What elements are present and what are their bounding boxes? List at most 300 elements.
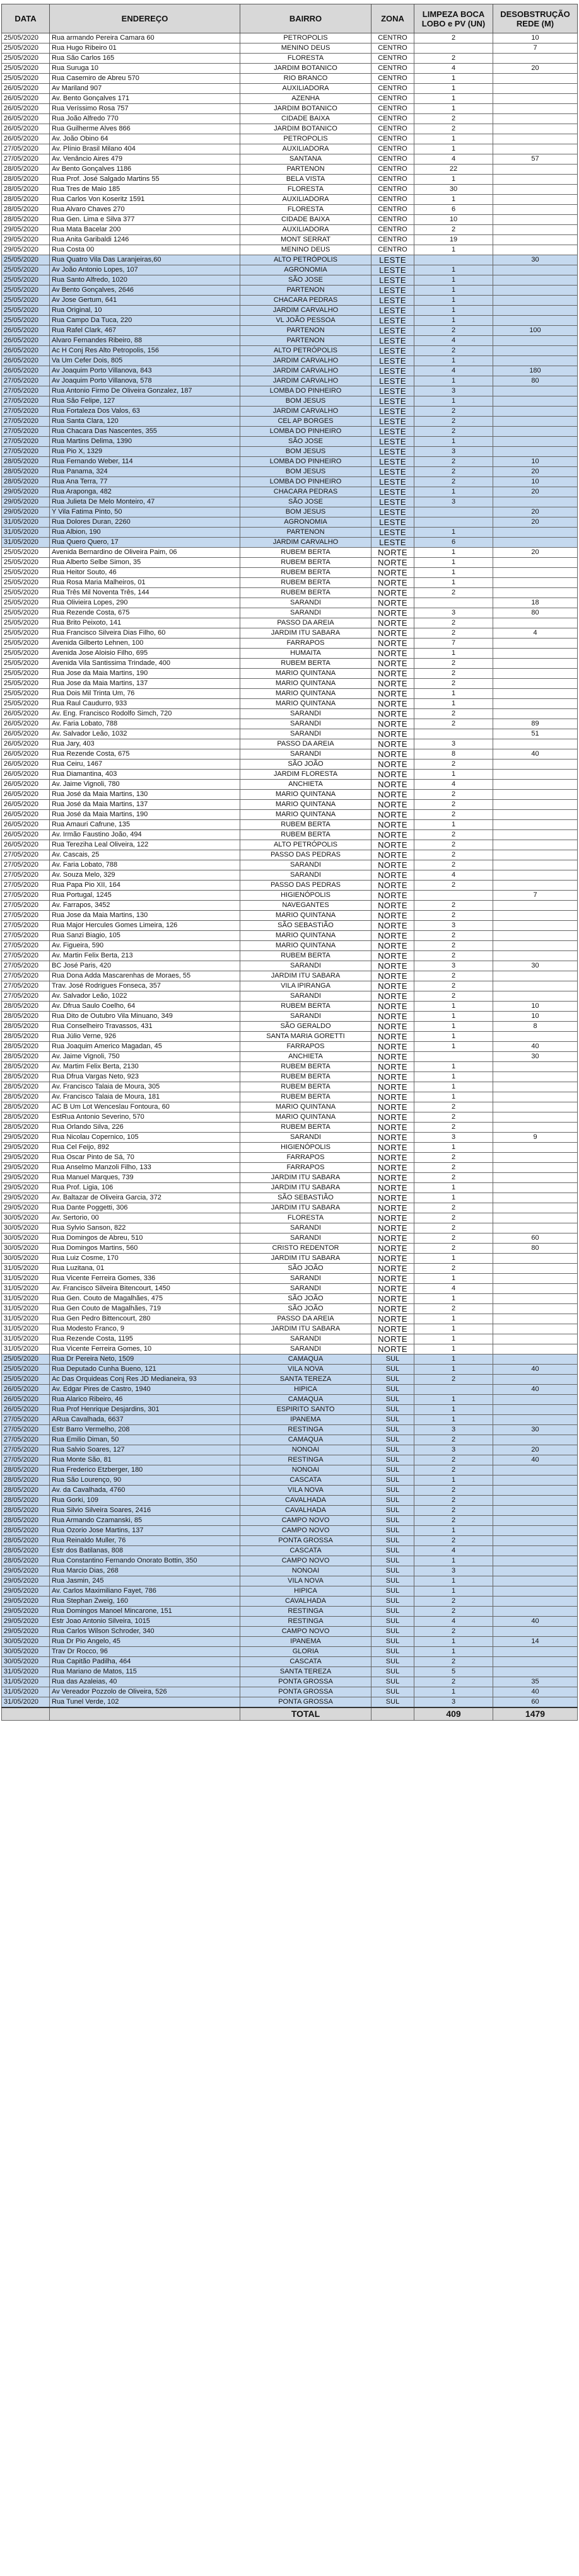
cell-data: 25/05/2020 [2, 618, 50, 628]
cell-zona: NORTE [371, 649, 414, 659]
cell-data: 27/05/2020 [2, 386, 50, 396]
cell-endereco: Rua Mata Bacelar 200 [50, 225, 240, 235]
cell-endereco: Rua Reinaldo Muller, 76 [50, 1536, 240, 1546]
table-row [2, 154, 578, 165]
cell-bairro: NONOAI [240, 1465, 371, 1476]
cell-limpeza: 2 [414, 1496, 493, 1506]
cell-desobstrucao [493, 1344, 578, 1354]
cell-endereco: Av. Bento Gonçalves 171 [50, 94, 240, 104]
cell-zona: LESTE [371, 316, 414, 326]
cell-limpeza: 2 [414, 709, 493, 719]
cell-zona: SUL [371, 1597, 414, 1607]
cell-bairro: SARANDI [240, 961, 371, 971]
cell-bairro: PASSO DA AREIA [240, 1314, 371, 1324]
cell-endereco: Trav Dr Rocco, 96 [50, 1647, 240, 1657]
cell-zona: SUL [371, 1576, 414, 1586]
cell-data: 27/05/2020 [2, 961, 50, 971]
cell-zona: NORTE [371, 739, 414, 749]
cell-endereco: Rua Monte São, 81 [50, 1455, 240, 1465]
cell-zona: CENTRO [371, 43, 414, 54]
cell-desobstrucao [493, 356, 578, 366]
cell-endereco: Rua Santo Alfredo, 1020 [50, 275, 240, 286]
cell-endereco: Rua Diamantina, 403 [50, 770, 240, 780]
cell-zona: LESTE [371, 275, 414, 286]
cell-limpeza: 2 [414, 830, 493, 840]
cell-zona: NORTE [371, 1213, 414, 1223]
cell-endereco: Rua Oscar Pinto de Sá, 70 [50, 1153, 240, 1163]
cell-data: 28/05/2020 [2, 1102, 50, 1112]
cell-limpeza: 2 [414, 1375, 493, 1385]
cell-limpeza: 4 [414, 780, 493, 790]
cell-limpeza: 1 [414, 1183, 493, 1193]
cell-bairro: LOMBA DO PINHEIRO [240, 386, 371, 396]
cell-data: 25/05/2020 [2, 669, 50, 679]
cell-desobstrucao [493, 1173, 578, 1183]
cell-desobstrucao [493, 407, 578, 417]
cell-endereco: Alvaro Fernandes Ribeiro, 88 [50, 336, 240, 346]
table-row [2, 790, 578, 800]
table-row [2, 850, 578, 860]
cell-desobstrucao [493, 1294, 578, 1304]
cell-data: 28/05/2020 [2, 457, 50, 467]
cell-bairro: SARANDI [240, 1223, 371, 1233]
cell-desobstrucao [493, 901, 578, 911]
cell-data: 28/05/2020 [2, 1516, 50, 1526]
cell-data: 28/05/2020 [2, 1062, 50, 1072]
table-row [2, 1112, 578, 1123]
table-row [2, 1516, 578, 1526]
cell-desobstrucao: 20 [493, 1445, 578, 1455]
table-row [2, 1102, 578, 1112]
cell-data: 31/05/2020 [2, 528, 50, 538]
cell-zona: NORTE [371, 1274, 414, 1284]
cell-limpeza: 2 [414, 679, 493, 689]
cell-endereco: Rua Anselmo Manzoli Filho, 133 [50, 1163, 240, 1173]
cell-data: 27/05/2020 [2, 941, 50, 951]
table-row [2, 346, 578, 356]
cell-bairro: CASCATA [240, 1476, 371, 1486]
table-row [2, 1082, 578, 1092]
table-row [2, 1314, 578, 1324]
cell-bairro: MARIO QUINTANA [240, 911, 371, 921]
cell-desobstrucao [493, 1223, 578, 1233]
cell-endereco: Rua Guilherme Alves 866 [50, 124, 240, 134]
cell-zona: SUL [371, 1637, 414, 1647]
cell-endereco: Estr dos Batilanas, 808 [50, 1546, 240, 1556]
table-row [2, 941, 578, 951]
cell-bairro: JARDIM CARVALHO [240, 366, 371, 376]
cell-limpeza [414, 1052, 493, 1062]
cell-zona: NORTE [371, 850, 414, 860]
table-row [2, 548, 578, 558]
cell-limpeza [414, 517, 493, 528]
cell-data: 25/05/2020 [2, 568, 50, 578]
cell-zona: NORTE [371, 568, 414, 578]
table-row [2, 820, 578, 830]
cell-data: 29/05/2020 [2, 1153, 50, 1163]
cell-zona: NORTE [371, 1062, 414, 1072]
cell-bairro: MONT SERRAT [240, 235, 371, 245]
table-row [2, 517, 578, 528]
cell-bairro: CRISTO REDENTOR [240, 1244, 371, 1254]
cell-limpeza: 2 [414, 427, 493, 437]
cell-bairro: CAVALHADA [240, 1506, 371, 1516]
cell-bairro: RUBEM BERTA [240, 548, 371, 558]
table-row [2, 1143, 578, 1153]
cell-data: 26/05/2020 [2, 366, 50, 376]
cell-limpeza: 1 [414, 770, 493, 780]
cell-desobstrucao: 7 [493, 891, 578, 901]
cell-desobstrucao [493, 1102, 578, 1112]
cell-bairro: LOMBA DO PINHEIRO [240, 477, 371, 487]
cell-endereco: Rua Marcio Dias, 268 [50, 1566, 240, 1576]
cell-limpeza: 1 [414, 548, 493, 558]
cell-limpeza: 1 [414, 286, 493, 296]
cell-desobstrucao [493, 336, 578, 346]
cell-bairro: HIGIENÓPOLIS [240, 1143, 371, 1153]
cell-bairro: MENINO DEUS [240, 43, 371, 54]
table-row [2, 1244, 578, 1254]
table-row [2, 679, 578, 689]
cell-bairro: JARDIM BOTANICO [240, 124, 371, 134]
cell-desobstrucao [493, 568, 578, 578]
table-row [2, 578, 578, 588]
cell-zona: CENTRO [371, 215, 414, 225]
cell-zona: NORTE [371, 1173, 414, 1183]
table-row [2, 638, 578, 649]
cell-endereco: Y Vila Fatima Pinto, 50 [50, 507, 240, 517]
cell-endereco: Av. Faria Lobato, 788 [50, 719, 240, 729]
cell-desobstrucao [493, 1435, 578, 1445]
table-row [2, 1607, 578, 1617]
cell-zona: CENTRO [371, 175, 414, 185]
cell-limpeza: 2 [414, 719, 493, 729]
cell-desobstrucao [493, 1465, 578, 1476]
cell-bairro: BOM JESUS [240, 396, 371, 407]
cell-limpeza: 2 [414, 1536, 493, 1546]
cell-endereco: Rua Emilio Diman, 50 [50, 1435, 240, 1445]
cell-endereco: Av. Souza Melo, 329 [50, 870, 240, 881]
cell-endereco: Rua Gen. Couto de Magalhães, 475 [50, 1294, 240, 1304]
cell-limpeza: 3 [414, 497, 493, 507]
cell-desobstrucao: 10 [493, 477, 578, 487]
cell-bairro: NONOAI [240, 1566, 371, 1576]
cell-zona: LESTE [371, 427, 414, 437]
cell-data: 26/05/2020 [2, 346, 50, 356]
table-row [2, 427, 578, 437]
cell-limpeza: 6 [414, 538, 493, 548]
cell-desobstrucao [493, 1667, 578, 1677]
cell-desobstrucao [493, 941, 578, 951]
table-row [2, 1697, 578, 1708]
cell-endereco: Rua José da Maia Martins, 130 [50, 790, 240, 800]
cell-zona: CENTRO [371, 154, 414, 165]
cell-limpeza: 1 [414, 1637, 493, 1647]
cell-data: 26/05/2020 [2, 800, 50, 810]
cell-desobstrucao [493, 1112, 578, 1123]
cell-endereco: Av Jose Gertum, 641 [50, 296, 240, 306]
cell-bairro: SÃO JOSE [240, 437, 371, 447]
cell-desobstrucao [493, 1314, 578, 1324]
cell-zona: CENTRO [371, 124, 414, 134]
cell-desobstrucao [493, 850, 578, 860]
cell-zona: SUL [371, 1415, 414, 1425]
cell-bairro: FLORESTA [240, 205, 371, 215]
cell-data: 27/05/2020 [2, 417, 50, 427]
cell-bairro: SARANDI [240, 749, 371, 760]
table-row [2, 911, 578, 921]
cell-endereco: Rua Luzitana, 01 [50, 1264, 240, 1274]
cell-data: 26/05/2020 [2, 770, 50, 780]
cell-limpeza: 2 [414, 1233, 493, 1244]
cell-data: 26/05/2020 [2, 820, 50, 830]
cell-data: 26/05/2020 [2, 94, 50, 104]
cell-endereco: Rua Fernando Weber, 114 [50, 457, 240, 467]
cell-bairro: HIPICA [240, 1385, 371, 1395]
cell-data: 26/05/2020 [2, 326, 50, 336]
cell-bairro: MARIO QUINTANA [240, 679, 371, 689]
cell-bairro: RUBEM BERTA [240, 1092, 371, 1102]
cell-endereco: Av Bento Gonçalves, 2646 [50, 286, 240, 296]
cell-limpeza: 1 [414, 94, 493, 104]
cell-endereco: Rua Prof. Ligia, 106 [50, 1183, 240, 1193]
cell-limpeza: 3 [414, 608, 493, 618]
table-row [2, 1344, 578, 1354]
cell-zona: SUL [371, 1516, 414, 1526]
cell-desobstrucao [493, 931, 578, 941]
cell-data: 27/05/2020 [2, 376, 50, 386]
cell-desobstrucao: 180 [493, 366, 578, 376]
cell-endereco: Rua Panama, 324 [50, 467, 240, 477]
cell-limpeza: 2 [414, 911, 493, 921]
cell-data: 27/05/2020 [2, 870, 50, 881]
cell-endereco: Rua Albion, 190 [50, 528, 240, 538]
cell-limpeza: 1 [414, 396, 493, 407]
cell-endereco: Rua Modesto Franco, 9 [50, 1324, 240, 1334]
table-row [2, 1465, 578, 1476]
cell-limpeza: 4 [414, 1617, 493, 1627]
cell-bairro: LOMBA DO PINHEIRO [240, 457, 371, 467]
cell-zona: SUL [371, 1647, 414, 1657]
cell-endereco: Av. Sertorio, 00 [50, 1213, 240, 1223]
cell-bairro: MARIO QUINTANA [240, 941, 371, 951]
cell-data: 29/05/2020 [2, 1163, 50, 1173]
table-row [2, 1334, 578, 1344]
cell-limpeza: 2 [414, 1173, 493, 1183]
cell-limpeza: 1 [414, 689, 493, 699]
cell-data: 25/05/2020 [2, 43, 50, 54]
cell-zona: NORTE [371, 1143, 414, 1153]
cell-endereco: Av. Martim Felix Berta, 2130 [50, 1062, 240, 1072]
cell-endereco: Rua Tereziha Leal Oliveira, 122 [50, 840, 240, 850]
cell-data: 25/05/2020 [2, 638, 50, 649]
table-row [2, 376, 578, 386]
cell-zona: NORTE [371, 770, 414, 780]
cell-data: 31/05/2020 [2, 1264, 50, 1274]
cell-data: 29/05/2020 [2, 245, 50, 255]
cell-limpeza: 1 [414, 578, 493, 588]
cell-limpeza: 3 [414, 921, 493, 931]
table-row [2, 881, 578, 891]
cell-desobstrucao [493, 225, 578, 235]
table-row [2, 386, 578, 396]
cell-desobstrucao [493, 1254, 578, 1264]
cell-desobstrucao [493, 911, 578, 921]
cell-endereco: Rua Fortaleza Dos Valos, 63 [50, 407, 240, 417]
cell-data: 28/05/2020 [2, 1012, 50, 1022]
cell-limpeza: 1 [414, 820, 493, 830]
cell-desobstrucao: 80 [493, 376, 578, 386]
cell-bairro: CAMPO NOVO [240, 1516, 371, 1526]
table-row [2, 1032, 578, 1042]
cell-zona: SUL [371, 1546, 414, 1556]
cell-zona: NORTE [371, 1264, 414, 1274]
cell-desobstrucao [493, 790, 578, 800]
cell-endereco: Rua Dfrua Vargas Neto, 923 [50, 1072, 240, 1082]
cell-desobstrucao: 80 [493, 608, 578, 618]
cell-zona: NORTE [371, 1112, 414, 1123]
cell-data: 26/05/2020 [2, 739, 50, 749]
cell-endereco: Rua Jose da Maia Martins, 190 [50, 669, 240, 679]
cell-zona: NORTE [371, 1082, 414, 1092]
table-row [2, 931, 578, 941]
cell-limpeza: 2 [414, 659, 493, 669]
cell-data: 25/05/2020 [2, 1365, 50, 1375]
cell-endereco: Rua Alarico Ribeiro, 46 [50, 1395, 240, 1405]
cell-zona: SUL [371, 1586, 414, 1597]
cell-desobstrucao [493, 870, 578, 881]
cell-desobstrucao [493, 1597, 578, 1607]
cell-limpeza: 1 [414, 1334, 493, 1344]
cell-limpeza: 2 [414, 941, 493, 951]
cell-desobstrucao [493, 1264, 578, 1274]
cell-zona: NORTE [371, 679, 414, 689]
cell-bairro: JARDIM ITU SABARA [240, 971, 371, 981]
cell-data: 27/05/2020 [2, 1445, 50, 1455]
cell-limpeza: 1 [414, 104, 493, 114]
cell-limpeza: 2 [414, 901, 493, 911]
cell-bairro: SARANDI [240, 870, 371, 881]
table-row [2, 417, 578, 427]
cell-limpeza: 4 [414, 336, 493, 346]
table-row [2, 104, 578, 114]
cell-desobstrucao: 9 [493, 1133, 578, 1143]
cell-limpeza: 3 [414, 1425, 493, 1435]
cell-zona: LESTE [371, 306, 414, 316]
cell-limpeza: 4 [414, 1546, 493, 1556]
cell-bairro: SARANDI [240, 598, 371, 608]
cell-data: 25/05/2020 [2, 265, 50, 275]
cell-zona: LESTE [371, 477, 414, 487]
cell-limpeza: 1 [414, 1254, 493, 1264]
cell-endereco: Ac Das Orquideas Conj Res JD Medianeira, 93 [50, 1375, 240, 1385]
cell-bairro: RUBEM BERTA [240, 820, 371, 830]
cell-limpeza: 1 [414, 175, 493, 185]
cell-endereco: Rua Jose da Maia Martins, 137 [50, 679, 240, 689]
cell-data: 26/05/2020 [2, 1395, 50, 1405]
cell-data: 31/05/2020 [2, 1677, 50, 1687]
cell-zona: CENTRO [371, 94, 414, 104]
cell-data: 29/05/2020 [2, 1173, 50, 1183]
cell-desobstrucao [493, 1203, 578, 1213]
cell-desobstrucao [493, 1476, 578, 1486]
cell-desobstrucao [493, 1213, 578, 1223]
cell-bairro: RESTINGA [240, 1425, 371, 1435]
cell-data: 27/05/2020 [2, 881, 50, 891]
cell-bairro: PASSO DAS PEDRAS [240, 881, 371, 891]
table-row [2, 457, 578, 467]
cell-data: 26/05/2020 [2, 709, 50, 719]
cell-endereco: Rua Domingos Martins, 560 [50, 1244, 240, 1254]
total-empty-cell [50, 1707, 240, 1721]
table-row [2, 780, 578, 790]
cell-bairro: PASSO DAS PEDRAS [240, 850, 371, 860]
cell-zona: SUL [371, 1455, 414, 1465]
cell-desobstrucao: 89 [493, 719, 578, 729]
cell-limpeza: 2 [414, 1264, 493, 1274]
cell-endereco: Rua Stephan Zweig, 160 [50, 1597, 240, 1607]
cell-desobstrucao [493, 820, 578, 830]
cell-bairro: SARANDI [240, 1344, 371, 1354]
table-row [2, 1677, 578, 1687]
cell-zona: NORTE [371, 931, 414, 941]
cell-limpeza: 1 [414, 1002, 493, 1012]
cell-bairro: BELA VISTA [240, 175, 371, 185]
cell-zona: LESTE [371, 437, 414, 447]
cell-data: 28/05/2020 [2, 215, 50, 225]
cell-data: 28/05/2020 [2, 1002, 50, 1012]
cell-zona: SUL [371, 1365, 414, 1375]
cell-zona: SUL [371, 1375, 414, 1385]
cell-data: 28/05/2020 [2, 1546, 50, 1556]
cell-zona: LESTE [371, 487, 414, 497]
cell-limpeza: 2 [414, 346, 493, 356]
cell-zona: SUL [371, 1556, 414, 1566]
cell-data: 30/05/2020 [2, 1213, 50, 1223]
cell-data: 25/05/2020 [2, 296, 50, 306]
cell-bairro: MARIO QUINTANA [240, 810, 371, 820]
cell-zona: LESTE [371, 396, 414, 407]
cell-desobstrucao [493, 981, 578, 991]
table-row [2, 1365, 578, 1375]
cell-limpeza: 1 [414, 1576, 493, 1586]
cell-desobstrucao [493, 275, 578, 286]
cell-data: 29/05/2020 [2, 1576, 50, 1586]
cell-zona: LESTE [371, 417, 414, 427]
table-row [2, 1657, 578, 1667]
cell-zona: NORTE [371, 1052, 414, 1062]
cell-data: 26/05/2020 [2, 810, 50, 820]
cell-endereco: Rua Silvio Silveira Soares, 2416 [50, 1506, 240, 1516]
cell-zona: SUL [371, 1687, 414, 1697]
cell-data: 30/05/2020 [2, 1244, 50, 1254]
cell-data: 29/05/2020 [2, 487, 50, 497]
table-row [2, 1213, 578, 1223]
table-row [2, 1183, 578, 1193]
cell-limpeza: 1 [414, 1143, 493, 1153]
cell-endereco: Av Joaquim Porto Villanova, 578 [50, 376, 240, 386]
cell-bairro: SÃO SEBASTIÃO [240, 1193, 371, 1203]
cell-limpeza: 4 [414, 870, 493, 881]
cell-limpeza: 2 [414, 1455, 493, 1465]
cell-data: 25/05/2020 [2, 598, 50, 608]
cell-bairro: RESTINGA [240, 1607, 371, 1617]
table-row [2, 1203, 578, 1213]
cell-limpeza: 1 [414, 1476, 493, 1486]
cell-data: 28/05/2020 [2, 205, 50, 215]
cell-endereco: Av. Edgar Pires de Castro, 1940 [50, 1385, 240, 1395]
cell-desobstrucao [493, 971, 578, 981]
